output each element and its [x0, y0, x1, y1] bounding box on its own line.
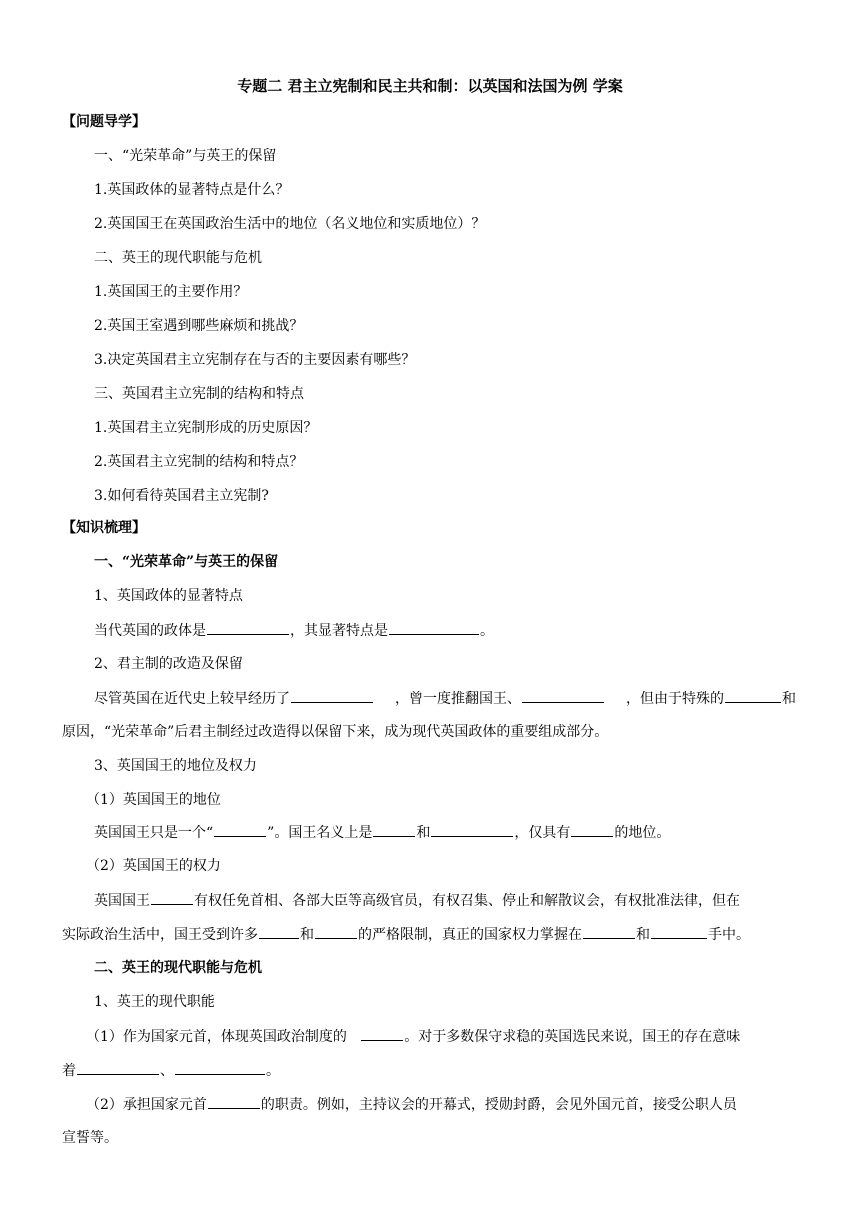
point-title: 1、英国政体的显著特点 — [94, 588, 243, 604]
subsection-title: 一、“光荣革命”与英王的保留 — [94, 554, 279, 570]
fill-in-line: 英国国王只是一个“ ”。国王名义上是 和 ，仅具有 的地位。 — [94, 822, 670, 843]
page-title: 专题二 君主立宪制和民主共和制：以英国和法国为例 学案 — [237, 77, 623, 95]
guide-item: 一、“光荣革命”与英王的保留 — [94, 148, 277, 164]
subsection-title: 二、英王的现代职能与危机 — [94, 960, 262, 976]
guide-item: 1.英国政体的显著特点是什么？ — [94, 182, 290, 198]
paragraph-line: 宣誓等。 — [62, 1130, 118, 1146]
guide-item: 1.英国国王的主要作用？ — [94, 284, 248, 300]
sub-point-title: （2）英国国王的权力 — [86, 858, 221, 874]
answer-blank[interactable] — [259, 924, 299, 939]
answer-blank[interactable] — [291, 688, 373, 703]
guide-item: 1.英国君主立宪制形成的历史原因？ — [94, 420, 318, 436]
fill-in-line: 英国国王 有权任免首相、各部大臣等高级官员，有权召集、停止和解散议会，有权批准法律，但在 — [94, 890, 740, 911]
answer-blank[interactable] — [373, 822, 415, 837]
answer-blank[interactable] — [725, 688, 781, 703]
guide-item: 2.英国王室遇到哪些麻烦和挑战？ — [94, 318, 304, 334]
answer-blank[interactable] — [175, 1060, 265, 1075]
answer-blank[interactable] — [151, 890, 193, 905]
fill-in-line: （2）承担国家元首 的职责。例如，主持议会的开幕式，授勋封爵，会见外国元首，接受公职人员 — [86, 1094, 737, 1115]
answer-blank[interactable] — [431, 822, 513, 837]
answer-blank[interactable] — [571, 822, 613, 837]
section-heading-guide: 【问题导学】 — [62, 114, 146, 130]
fill-in-line: （1）作为国家元首，体现英国政治制度的 。对于多数保守求稳的英国选民来说，国王的存在意味 — [86, 1026, 740, 1047]
fill-in-line: 当代英国的政体是 ，其显著特点是 。 — [94, 620, 494, 641]
point-title: 2、君主制的改造及保留 — [94, 656, 243, 672]
answer-blank[interactable] — [389, 620, 479, 635]
answer-blank[interactable] — [208, 1094, 260, 1109]
point-title: 1、英王的现代职能 — [94, 994, 215, 1010]
answer-blank[interactable] — [583, 924, 635, 939]
answer-blank[interactable] — [522, 688, 604, 703]
answer-blank[interactable] — [651, 924, 707, 939]
guide-item: 3.如何看待英国君主立宪制? — [94, 488, 269, 504]
answer-blank[interactable] — [361, 1026, 403, 1041]
point-title: 3、英国国王的地位及权力 — [94, 758, 257, 774]
fill-in-line: 着 、 。 — [62, 1060, 280, 1081]
fill-in-line: 实际政治生活中，国王受到许多 和 的严格限制，真正的国家权力掌握在 和 手中。 — [62, 924, 750, 945]
sub-point-title: （1）英国国王的地位 — [86, 792, 221, 808]
guide-item: 2.英国国王在英国政治生活中的地位（名义地位和实质地位）？ — [94, 216, 486, 232]
answer-blank[interactable] — [207, 620, 289, 635]
answer-blank[interactable] — [315, 924, 357, 939]
section-heading-knowledge: 【知识梳理】 — [62, 520, 146, 536]
guide-item: 三、英国君主立宪制的结构和特点 — [94, 386, 304, 402]
answer-blank[interactable] — [214, 822, 266, 837]
guide-item: 二、英王的现代职能与危机 — [94, 250, 262, 266]
guide-item: 2.英国君主立宪制的结构和特点？ — [94, 454, 304, 470]
answer-blank[interactable] — [77, 1060, 159, 1075]
paragraph-line: 原因，“光荣革命”后君主制经过改造得以保留下来，成为现代英国政体的重要组成部分。 — [62, 724, 609, 740]
guide-item: 3.决定英国君主立宪制存在与否的主要因素有哪些？ — [94, 352, 416, 368]
fill-in-line: 尽管英国在近代史上较早经历了 ，曾一度推翻国王、 ，但由于特殊的 和 — [94, 688, 796, 709]
